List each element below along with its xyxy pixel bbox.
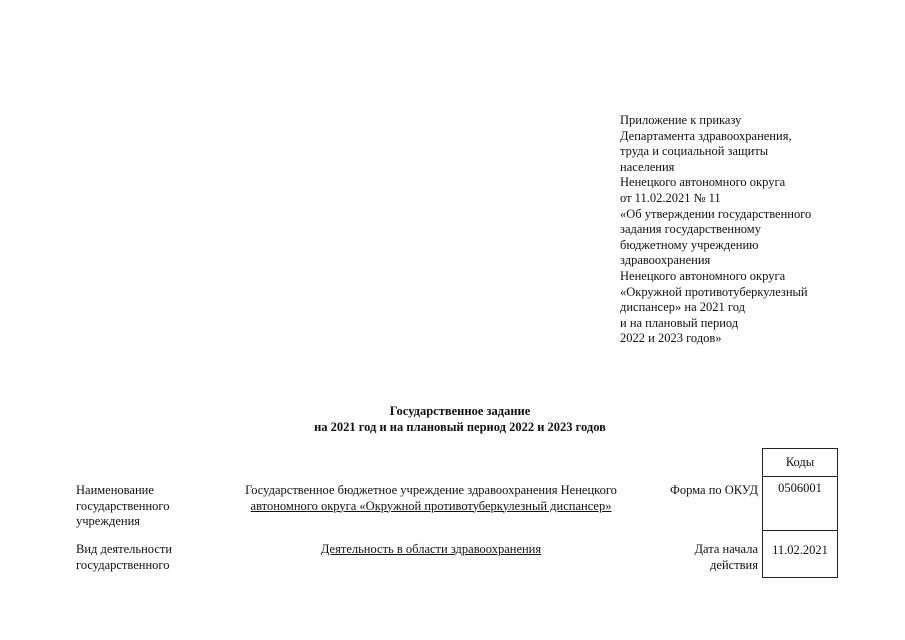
document-title xyxy=(200,404,720,435)
appendix-line: здравоохранения xyxy=(620,253,711,268)
appendix-line: Департамента здравоохранения, xyxy=(620,128,792,143)
okud-form-label: Форма по ОКУД xyxy=(670,483,758,497)
appendix-line: 2022 и 2023 годов» xyxy=(620,331,722,346)
title-line-2: на 2021 год и на плановый период 2022 и 2023 годов xyxy=(314,419,606,434)
appendix-line: труда и социальной защиты xyxy=(620,144,769,159)
activity-value: Деятельность в области здравоохранения xyxy=(320,542,542,556)
institution-name-line-2: автономного округа «Окружной противотуберкулезный диспансер» xyxy=(250,498,612,513)
appendix-line: диспансер» на 2021 год xyxy=(620,300,745,315)
institution-name xyxy=(212,483,650,514)
appendix-line: от 11.02.2021 № 11 xyxy=(620,190,721,205)
start-date-cell: 11.02.2021 xyxy=(772,543,828,557)
codes-table xyxy=(762,448,838,578)
okud-code-cell: 0506001 xyxy=(763,477,837,531)
appendix-line: бюджетному учреждению xyxy=(620,237,759,252)
institution-label: Наименование государственного учреждения xyxy=(76,483,170,529)
appendix-line: Ненецкого автономного округа xyxy=(620,268,786,283)
title-line-1: Государственное задание xyxy=(389,404,531,418)
appendix-line: задания государственному xyxy=(620,222,761,237)
codes-header: Коды xyxy=(763,449,837,477)
appendix-line: Приложение к приказу xyxy=(620,113,742,127)
appendix-block xyxy=(620,113,880,347)
activity-label: Вид деятельности государственного xyxy=(76,542,173,572)
appendix-line: Ненецкого автономного округа xyxy=(620,175,786,190)
appendix-line: «Окружной противотуберкулезный xyxy=(620,284,808,299)
start-date-label: Дата начала действия xyxy=(694,542,758,572)
institution-name-line-1: Государственное бюджетное учреждение здравоохранения Ненецкого xyxy=(245,483,617,497)
appendix-line: «Об утверждении государственного xyxy=(620,206,812,221)
appendix-line: и на плановый период xyxy=(620,315,739,330)
appendix-line: населения xyxy=(620,159,675,174)
